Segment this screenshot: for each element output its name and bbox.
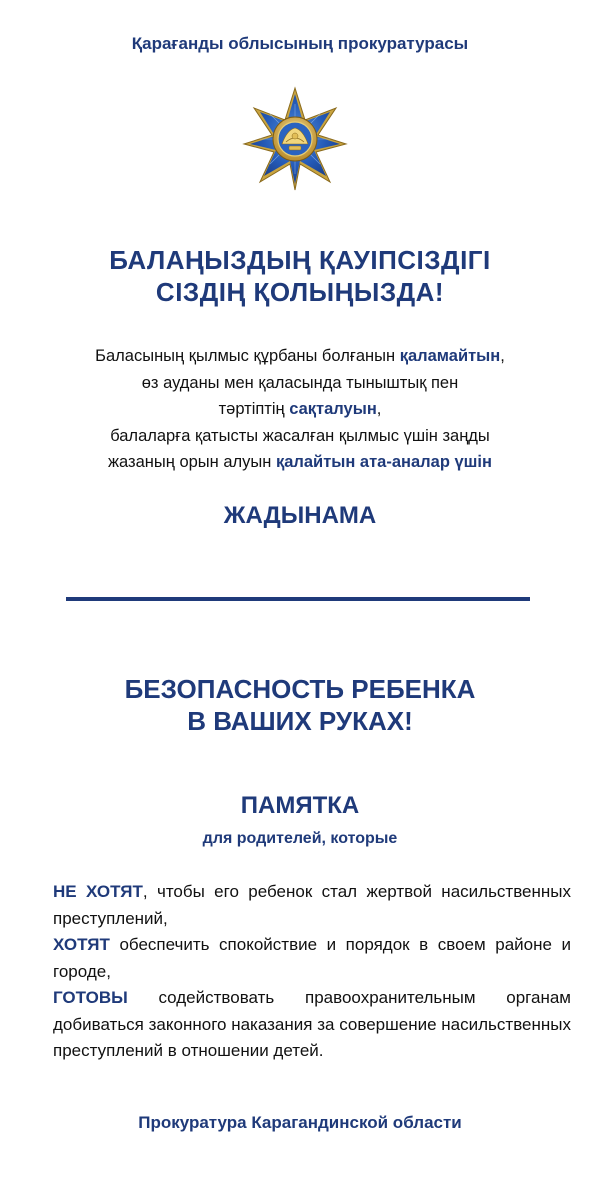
ru-text: содействовать правоохранительным органам добиваться законного наказания за совершение насильственных преступлений в отношении детей.	[53, 988, 571, 1060]
kz-text: ,	[500, 347, 505, 365]
header-org-kz: Қарағанды облысының прокуратурасы	[131, 34, 469, 53]
ru-item-1	[53, 879, 571, 932]
kz-keyword: сақталуын	[289, 400, 377, 418]
ru-title	[0, 673, 600, 737]
ru-keyword: ГОТОВЫ	[53, 988, 128, 1007]
ru-text: обеспечить спокойствие и порядок в своем районе и городе,	[53, 935, 571, 981]
section-divider	[66, 597, 530, 601]
kz-title-line-1: БАЛАҢЫЗДЫҢ ҚАУІПСІЗДІГІ	[109, 245, 491, 275]
kz-text: жазаның орын алуын	[108, 453, 276, 471]
ru-memo-subtitle: для родителей, которые	[202, 830, 398, 847]
ru-text: , чтобы его ребенок стал жертвой насильственных преступлений,	[53, 882, 571, 928]
kz-text: Баласының қылмыс құрбаны болғанын	[95, 347, 400, 365]
ru-title-line-2: В ВАШИХ РУКАХ!	[187, 706, 413, 736]
kz-body-line-3	[0, 396, 600, 423]
kz-title-line-2: СІЗДІҢ ҚОЛЫҢЫЗДА!	[155, 277, 445, 307]
prosecutor-emblem-icon	[240, 84, 350, 194]
kz-memo-heading: ЖАДЫНАМА	[223, 502, 377, 529]
kz-body-text	[0, 343, 600, 476]
ru-keyword: ХОТЯТ	[53, 935, 110, 954]
kz-title	[0, 244, 600, 308]
footer-org-ru: Прокуратура Карагандинской области	[138, 1113, 462, 1132]
ru-memo-heading: ПАМЯТКА	[240, 792, 360, 819]
ru-item-3	[53, 985, 571, 1065]
kz-keyword: қалайтын ата-аналар үшін	[275, 453, 492, 471]
kz-text: ,	[376, 400, 382, 418]
ru-title-line-1: БЕЗОПАСНОСТЬ РЕБЕНКА	[124, 674, 476, 704]
kz-body-line-4: балаларға қатысты жасалған қылмыс үшін заңды	[110, 426, 490, 445]
kz-body-line-5	[0, 449, 600, 476]
ru-item-2	[53, 932, 571, 985]
ru-body-text	[53, 879, 571, 1065]
ru-keyword: НЕ ХОТЯТ	[53, 882, 143, 901]
kz-keyword: қаламайтын	[399, 347, 501, 365]
kz-text: тәртіптің	[218, 400, 290, 418]
kz-body-line-1	[0, 343, 600, 370]
kz-body-line-2: өз ауданы мен қаласында тыныштық пен	[141, 373, 459, 392]
